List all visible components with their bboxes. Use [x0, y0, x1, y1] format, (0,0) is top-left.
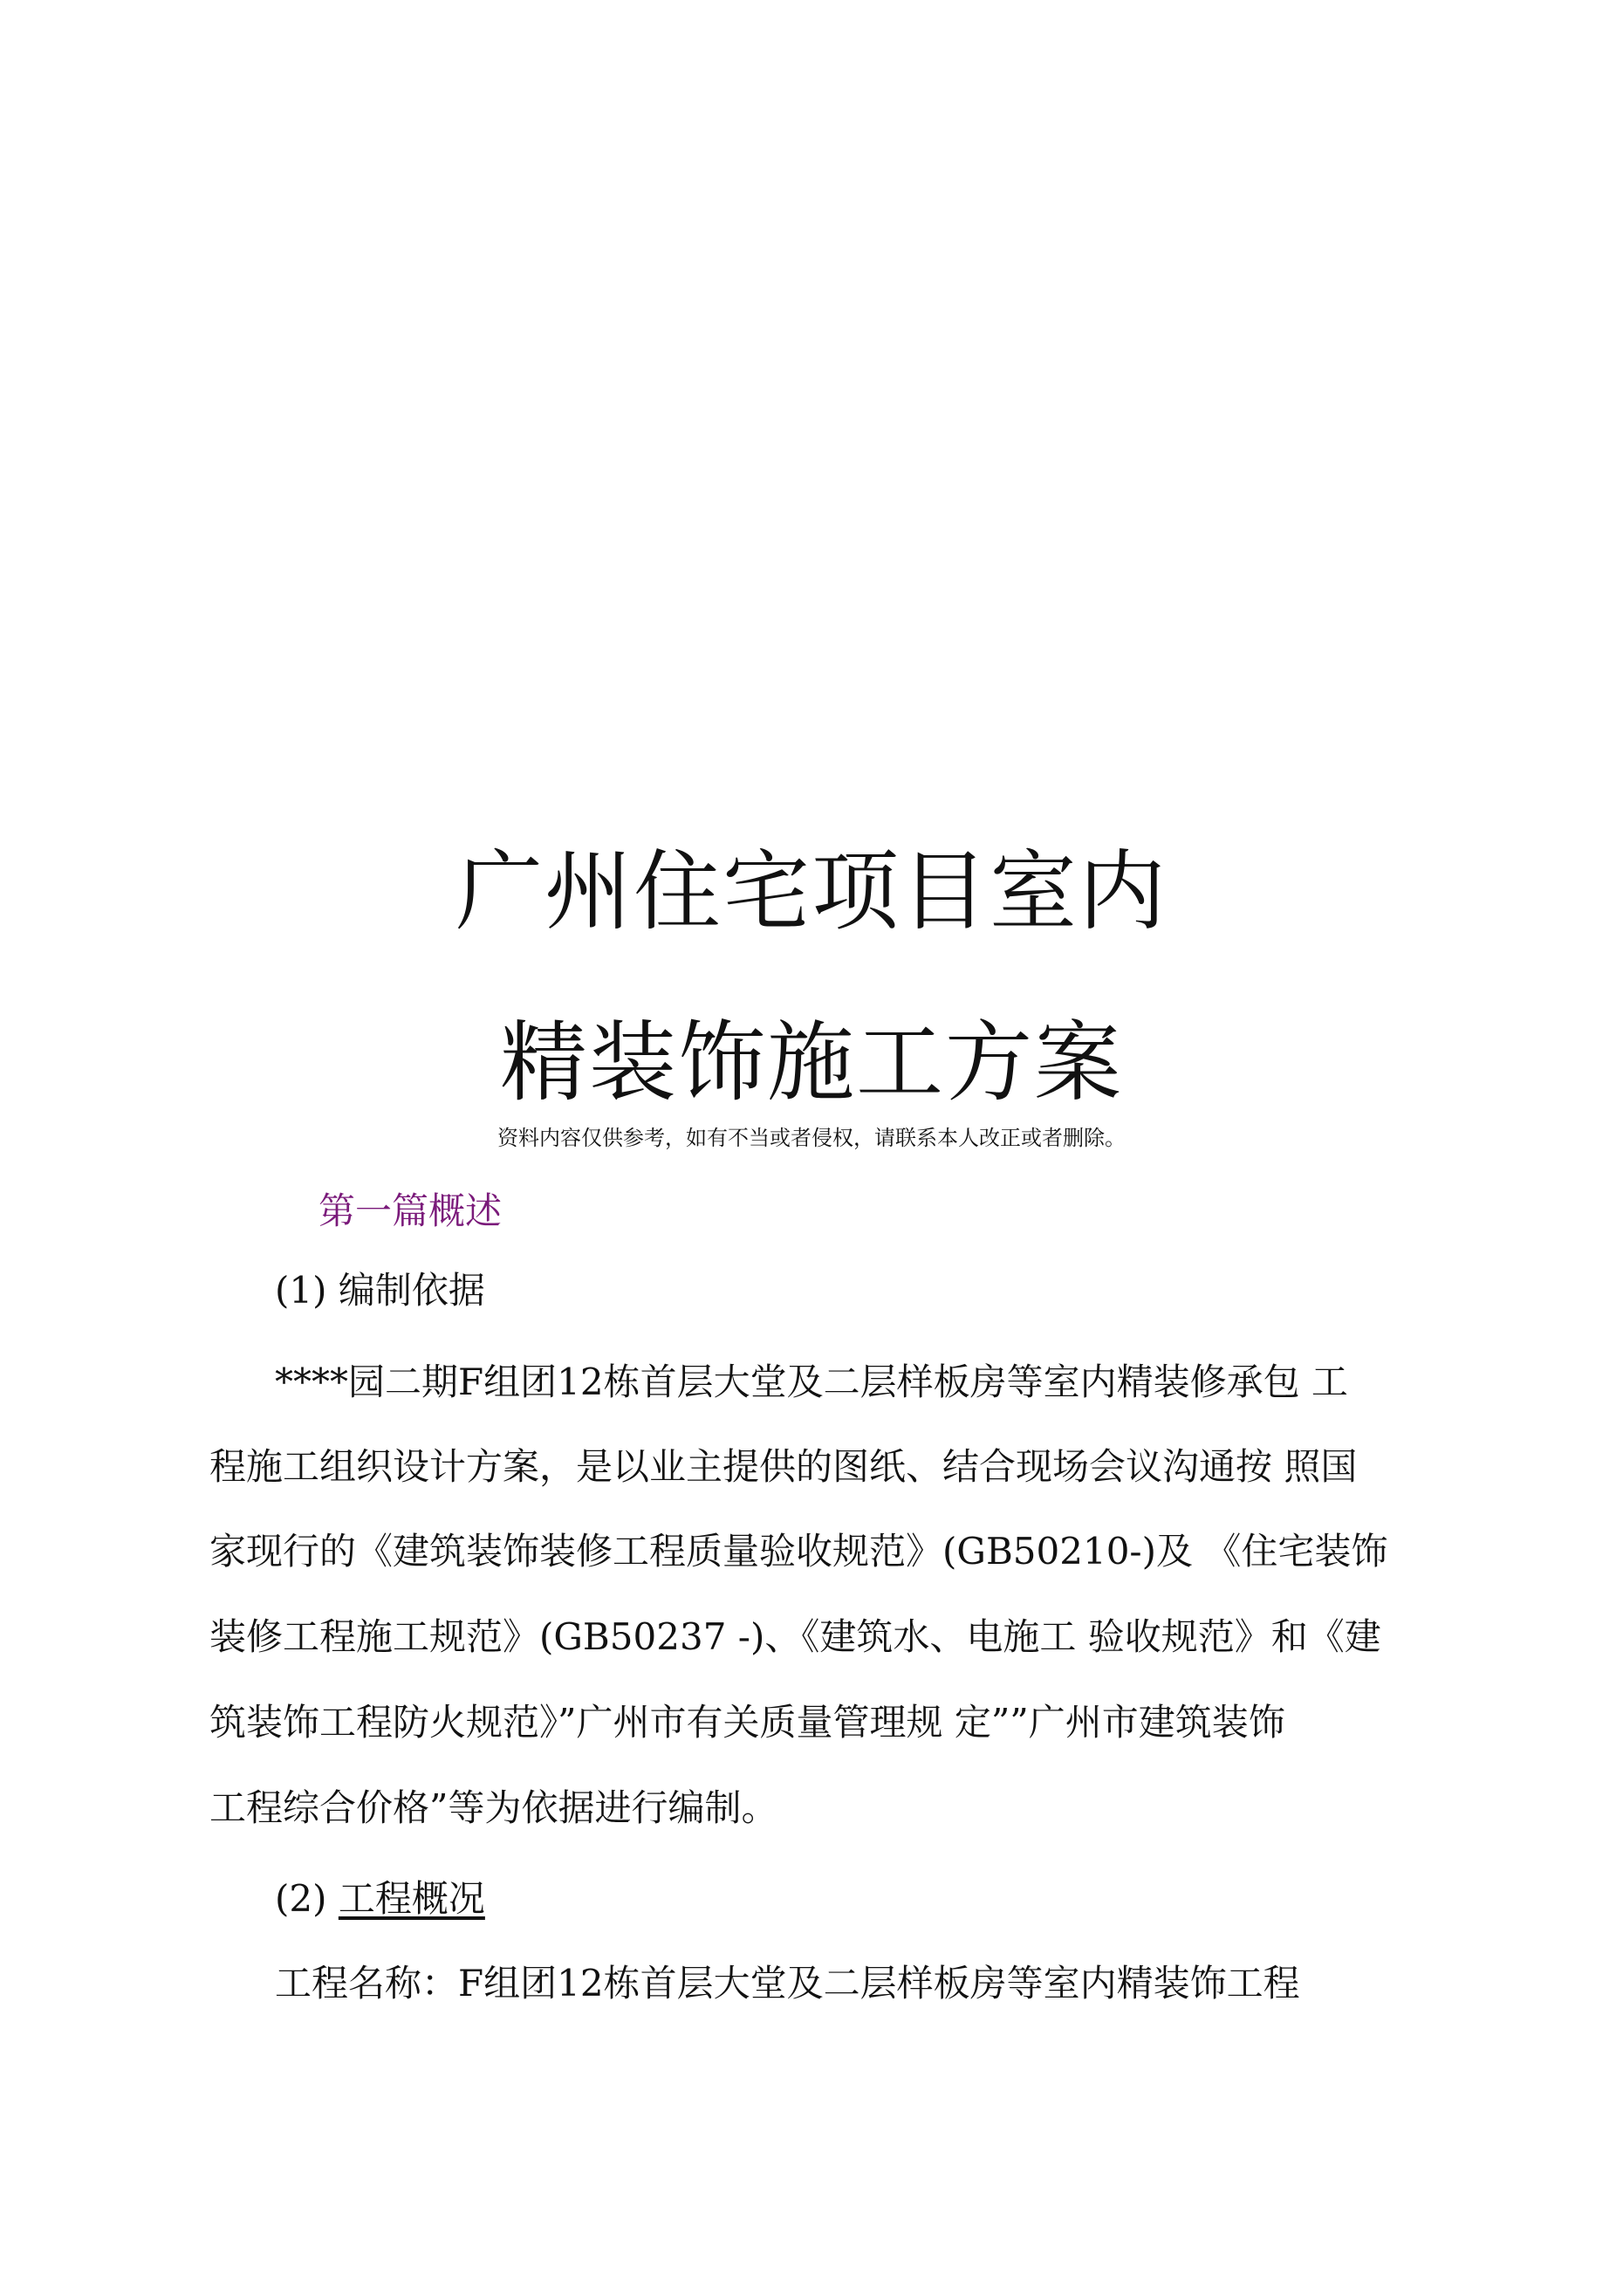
paragraph-line: ****园二期F组团12栋首层大堂及二层样板房等室内精装修承包 工: [275, 1360, 1348, 1403]
paragraph-line: 工程综合价格”等为依据进行编制。: [209, 1786, 778, 1829]
document-title-line-2: 精装饰施工方案: [500, 1011, 1123, 1114]
part-heading: 第一篇概述: [318, 1189, 503, 1232]
project-name-line: 工程名称：F组团12栋首层大堂及二层样板房等室内精装饰工程: [275, 1962, 1300, 2005]
section-heading-overview: [275, 1877, 485, 1920]
section-title: 工程概况: [338, 1877, 485, 1920]
document-title-line-1: 广州住宅项目室内: [455, 840, 1168, 942]
paragraph-line: 装修工程施工规范》(GB50237 -)、《建筑水、电施工 验收规范》和《建: [209, 1615, 1381, 1658]
section-number: (1): [275, 1269, 327, 1312]
section-title: 编制依据: [338, 1269, 485, 1312]
section-number: (2): [275, 1877, 327, 1920]
section-heading-basis: [275, 1269, 485, 1312]
paragraph-line: 家现行的《建筑装饰装修工程质量验收规范》(GB50210-)及 《住宅装饰: [209, 1530, 1388, 1573]
paragraph-line: 程施工组织设计方案，是以业主提供的图纸、结合现场会议沟通按 照国: [209, 1445, 1358, 1488]
disclaimer-note: 资料内容仅供参考，如有不当或者侵权，请联系本人改正或者删除。: [497, 1126, 1126, 1150]
paragraph-line: 筑装饰工程防火规范》”广州市有关质量管理规 定””广州市建筑装饰: [209, 1701, 1285, 1744]
